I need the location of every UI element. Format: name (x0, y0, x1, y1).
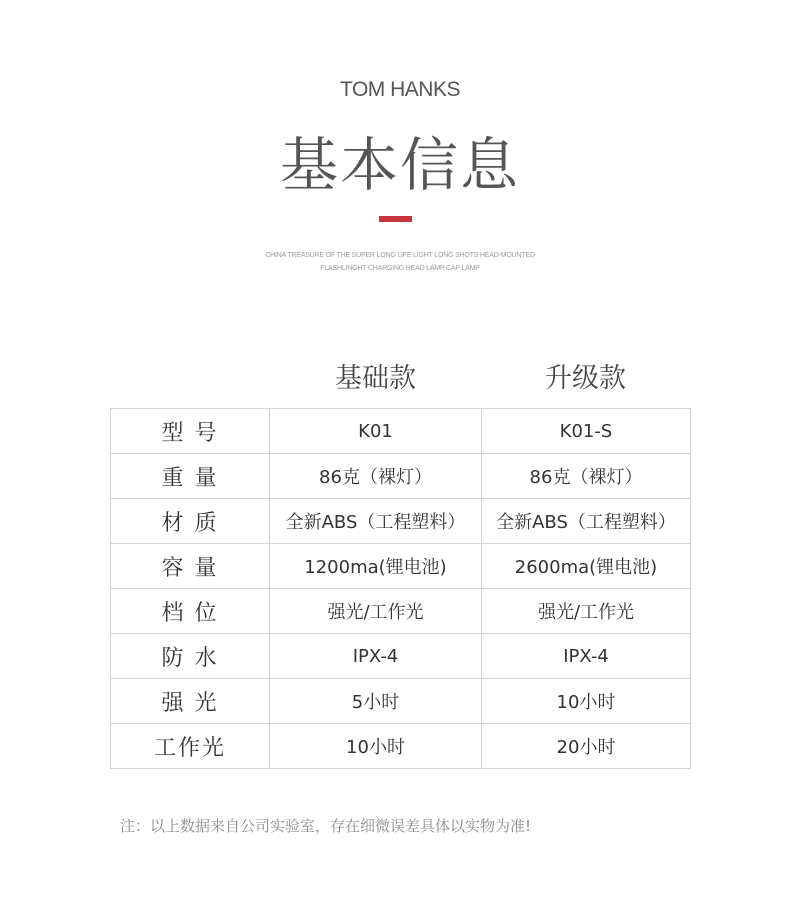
basic-value: 全新ABS（工程塑料） (270, 499, 482, 544)
row-label: 档 位 (111, 589, 270, 634)
upgrade-value: 强光/工作光 (482, 589, 691, 634)
column-headers (0, 356, 800, 398)
basic-value: K01 (270, 409, 482, 454)
basic-value: 1200ma(锂电池) (270, 544, 482, 589)
upgrade-value: 86克（裸灯） (482, 454, 691, 499)
table-row (111, 544, 691, 589)
subtitle-line-1: CHINA TREASURE OF THE SUPER LONG LIFE LIGHT LONG SHOTS HEAD-MOUNTED (265, 252, 535, 259)
page-title: 基本信息 (279, 131, 520, 199)
table-row (111, 499, 691, 544)
row-label: 型 号 (111, 409, 270, 454)
row-label: 强 光 (111, 679, 270, 724)
row-label: 防 水 (111, 634, 270, 679)
upgrade-value: IPX-4 (482, 634, 691, 679)
footnote: 注：以上数据来自公司实验室，存在细微误差具体以实物为准! (120, 817, 532, 835)
table-row (111, 409, 691, 454)
brand-name: TOM HANKS (340, 78, 460, 101)
basic-value: 5小时 (270, 679, 482, 724)
table-row (111, 454, 691, 499)
basic-value: 10小时 (270, 724, 482, 769)
row-label: 容 量 (111, 544, 270, 589)
accent-divider (379, 216, 412, 222)
basic-value: 强光/工作光 (270, 589, 482, 634)
spec-table (110, 408, 691, 769)
column-header-upgrade: 升级款 (545, 363, 626, 394)
upgrade-value: K01-S (482, 409, 691, 454)
upgrade-value: 全新ABS（工程塑料） (482, 499, 691, 544)
basic-value: 86克（裸灯） (270, 454, 482, 499)
upgrade-value: 2600ma(锂电池) (482, 544, 691, 589)
row-label: 重 量 (111, 454, 270, 499)
upgrade-value: 10小时 (482, 679, 691, 724)
basic-value: IPX-4 (270, 634, 482, 679)
table-row (111, 634, 691, 679)
subtitle-line-2: FLASHLINGHT CHARGING HEAD LAMP CAP LAMP (320, 265, 480, 272)
subtitle (0, 249, 800, 275)
row-label: 材 质 (111, 499, 270, 544)
column-header-basic: 基础款 (335, 363, 416, 394)
table-row (111, 724, 691, 769)
row-label: 工作光 (111, 724, 270, 769)
table-row (111, 589, 691, 634)
table-row (111, 679, 691, 724)
upgrade-value: 20小时 (482, 724, 691, 769)
